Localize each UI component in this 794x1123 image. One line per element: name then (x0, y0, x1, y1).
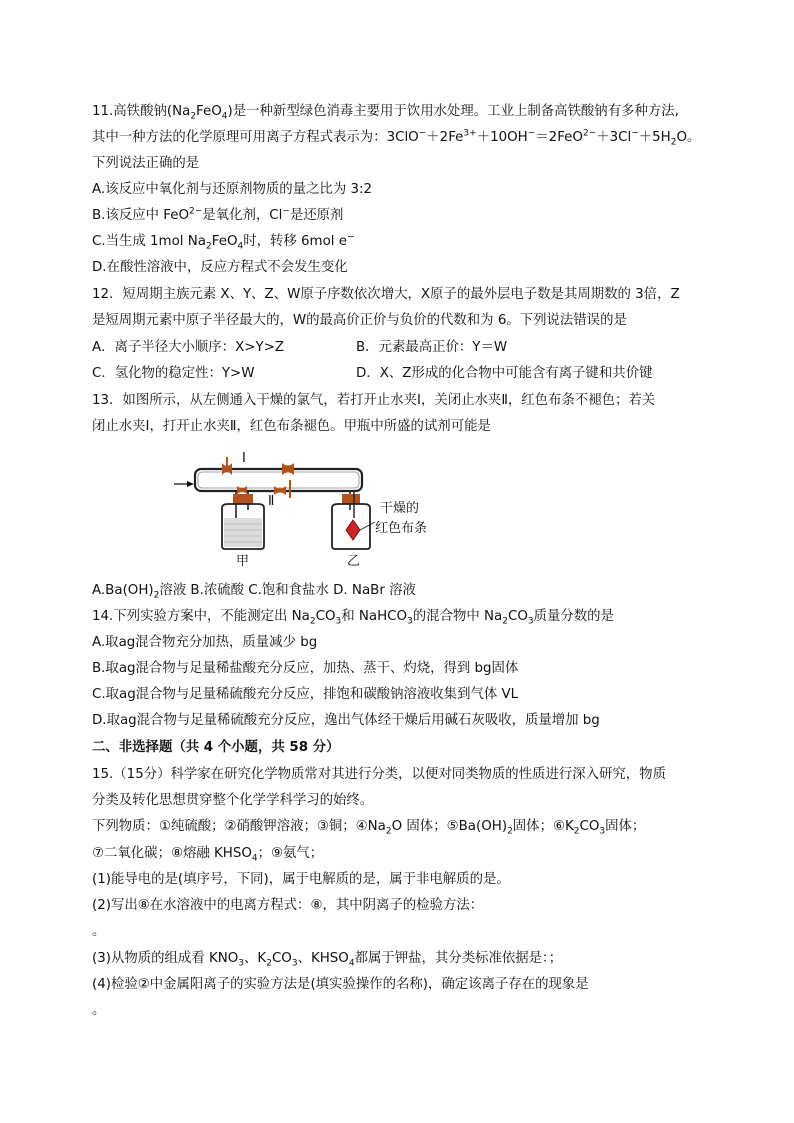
section-two-heading: 二、非选择题（共 4 个小题，共 58 分） (92, 740, 340, 755)
apparatus-diagram (170, 452, 470, 572)
q11-option-d: D.在酸性溶液中，反应方程式不会发生变化 (92, 260, 348, 275)
label-bottle-yi: 乙 (347, 554, 361, 569)
q15-line2: 分类及转化思想贯穿整个化学学科学习的始终。 (92, 793, 374, 808)
label-dry: 干燥的 (380, 501, 420, 516)
q15-line1: 15.（15分）科学家在研究化学物质常对其进行分类，以便对同类物质的性质进行深入研究，物质 (92, 767, 666, 782)
q11-option-b: B.该反应中 FeO$^{2-}$是氧化剂，Cl−是还原剂 (92, 206, 344, 223)
label-clamp-I: I (242, 452, 246, 466)
q13-line2: 闭止水夹Ⅰ，打开止水夹Ⅱ，红色布条褪色。甲瓶中所盛的试剂可能是 (92, 419, 491, 434)
label-red-cloth: 红色布条 (375, 521, 428, 536)
q15-part3: (3)从物质的组成看 $KNO_3$、$K_2CO_3$、$KHSO_4$都属于钾盐，其分类标准依据是：； (92, 951, 563, 969)
q14-option-d: D.取ag混合物与足量稀硫酸充分反应，逸出气体经干燥后用碱石灰吸收，质量增加 bg (92, 713, 600, 728)
q15-part4-end: 。 (92, 1003, 106, 1018)
q12-option-c: C．氢化物的稳定性：Y>W (92, 366, 255, 381)
q12-option-a: A．离子半径大小顺序：X>Y>Z (92, 340, 285, 355)
q15-part1: (1)能导电的是(填序号，下同)，属于电解质的是，属于非电解质的是。 (92, 872, 510, 887)
label-clamp-II: Ⅱ (268, 494, 275, 509)
q11-option-a: A.该反应中氧化剂与还原剂物质的量之比为 3:2 (92, 182, 373, 197)
label-bottle-jia: 甲 (236, 554, 250, 569)
q15-part4: (4)检验②中金属阳离子的实验方法是(填实验操作的名称)，确定该离子存在的现象是 (92, 977, 589, 992)
q14-option-c: C.取ag混合物与足量稀硫酸充分反应，排饱和碳酸钠溶液收集到气体 VL (92, 687, 519, 702)
q14-option-a: A.取ag混合物充分加热，质量减少 bg (92, 635, 318, 650)
arrow-head (187, 481, 194, 487)
q13-options: $A.Ba(OH)_2$溶液 B.浓硫酸 C.饱和食盐水 D. NaBr 溶液 (92, 583, 416, 601)
q14-line1: 14.下列实验方案中，不能测定出 $Na_2CO_3$和 NaHCO$_3$的混合物中 $Na_2CO_3$质量分数的是 (92, 609, 614, 627)
q12-line1: 12．短周期主族元素 X、Y、Z、W原子序数依次增大，X原子的最外层电子数是其周期数的 3倍，Z (92, 287, 680, 302)
q11-line3: 下列说法正确的是 (92, 156, 200, 171)
q11-line2: 其中一种方法的化学原理可用离子方程式表示为：$3ClO^-+2Fe^{3+}+10OH^-=2FeO^{2-}+3Cl^-+5H_2O$。 (92, 128, 701, 148)
q12-option-d: D．X、Z形成的化合物中可能含有离子键和共价键 (356, 366, 653, 381)
apparatus-figure (170, 452, 470, 572)
q15-line4: ⑦二氧化碳；⑧熔融 $KHSO_4$；⑨氨气； (92, 846, 324, 864)
q11-option-c: C.当生成 1mol $Na_2FeO_4$时，转移 6mol e− (92, 232, 355, 252)
q12-option-b: B．元素最高正价：Y＝W (356, 340, 508, 355)
q13-line1: 13．如图所示，从左侧通入干燥的氯气，若打开止水夹Ⅰ，关闭止水夹Ⅱ，红色布条不褪色；若关 (92, 393, 656, 408)
bottle-yi (332, 492, 370, 549)
q11-line1: 11.高铁酸钠$(Na_2FeO_4)$是一种新型绿色消毒主要用于饮用水处理。工业上制备高铁酸钠有多种方法, (92, 104, 679, 122)
q14-option-b: B.取ag混合物与足量稀盐酸充分反应，加热、蒸干、灼烧，得到 bg固体 (92, 661, 519, 676)
q15-part2-end: 。 (92, 924, 106, 939)
bottle-jia (222, 494, 264, 549)
q12-line2: 是短周期元素中原子半径最大的，W的最高价正价与负价的代数和为 6。下列说法错误的是 (92, 313, 627, 328)
red-cloth-strip (346, 520, 360, 540)
q15-part2: (2)写出⑧在水溶液中的电离方程式：⑧，其中阴离子的检验方法： (92, 898, 484, 913)
q15-line3: 下列物质：①纯硫酸；②硝酸钾溶液；③铜；$④Na_2O$ 固体；$⑤Ba(OH)_2$固体；$⑥K_2CO_3$固体； (92, 819, 646, 837)
